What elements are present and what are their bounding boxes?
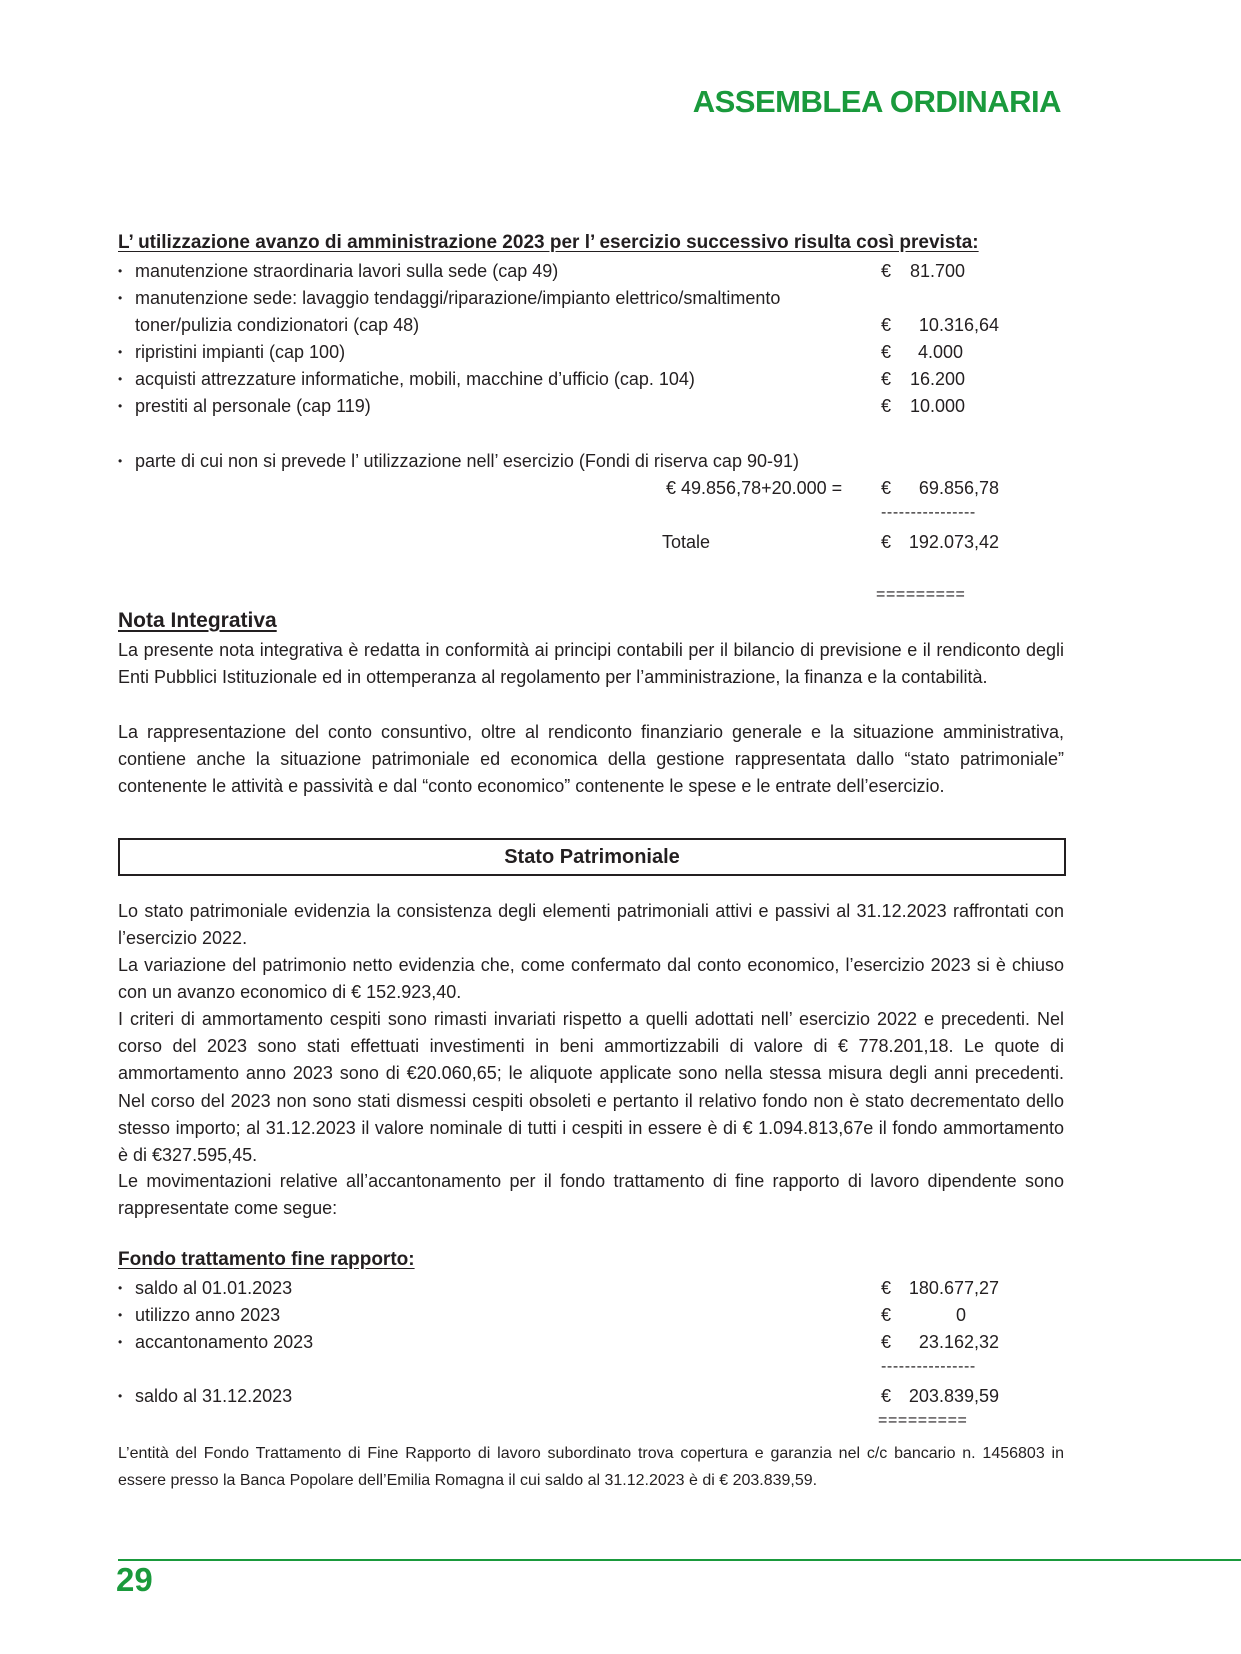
item-amount: 203.839,59 — [908, 1386, 999, 1406]
avanzo-item — [118, 285, 998, 312]
currency-symbol: € — [881, 1386, 892, 1406]
nota-paragraph: La presente nota integrativa è redatta in conformità ai principi contabili per il bilancio di previsione e il rendiconto degli Enti Pubblici Istituzionale ed in ottemperanza al regolamento per l’amministrazione, la finanza e la contabilità. — [118, 640, 1064, 688]
page-header-title: ASSEMBLEA ORDINARIA — [692, 84, 1061, 119]
nota-heading: Nota Integrativa — [118, 609, 277, 632]
item-label: saldo al 31.12.2023 — [135, 1386, 293, 1406]
stato-paragraph: I criteri di ammortamento cespiti sono rimasti invariati rispetto a quelli adottati nell’ esercizio 2022 e precedenti. Nel corso del 2023 sono stati effettuati investimenti in beni ammortizzabili di valore di € 778.201,18. Le quote di ammortamento anno 2023 sono di €20.060,65; le aliquote applicate sono nella stessa misura degli anni precedenti. Nel corso del 2023 non sono stati dismessi cespiti obsoleti e pertanto il relativo fondo non è stato decrementato dello stesso importo; al 31.12.2023 il valore nominale di tutti i cespiti in essere è di € 1.094.813,67e il fondo ammortamento è di €327.595,45. — [118, 1009, 1064, 1166]
currency-symbol: € — [881, 1278, 892, 1298]
nota-paragraph: La rappresentazione del conto consuntivo, oltre al rendiconto finanziario generale e la situazione amministrativa, contiene anche la situazione patrimoniale ed economica della gestione rappresentata dallo “stato patrimoniale” contenente le attività e passività e dal “conto economico” contenente le spese e le entrate dell’esercizio. — [118, 722, 1064, 797]
item-amount: 23.162,32 — [918, 1332, 999, 1352]
stato-paragraph: La variazione del patrimonio netto evidenzia che, come confermato dal conto economico, l’esercizio 2023 si è chiuso con un avanzo economico di € 152.923,40. — [118, 955, 1064, 1003]
item-label: toner/pulizia condizionatori (cap 48) — [135, 315, 420, 335]
item-label: parte di cui non si prevede l’ utilizzazione nell’ esercizio (Fondi di riserva cap 90-91) — [135, 451, 799, 471]
currency-symbol: € — [881, 342, 892, 362]
item-amount: 81.700 — [910, 261, 966, 281]
equals-separator: ========= — [878, 1412, 968, 1429]
currency-symbol: € — [881, 261, 892, 281]
riserva-item — [118, 448, 998, 475]
riserva-formula-row — [118, 475, 998, 502]
stato-paragraph: Lo stato patrimoniale evidenzia la consistenza degli elementi patrimoniali attivi e passivi al 31.12.2023 raffrontati con l’esercizio 2022. — [118, 901, 1064, 949]
avanzo-item — [118, 339, 998, 366]
item-amount: 69.856,78 — [918, 478, 999, 498]
currency-symbol: € — [881, 532, 892, 552]
tfr-heading: Fondo trattamento fine rapporto: — [118, 1249, 415, 1270]
currency-symbol: € — [881, 1332, 892, 1352]
item-amount: 10.000 — [910, 396, 966, 416]
item-label: saldo al 01.01.2023 — [135, 1278, 293, 1298]
tfr-item — [118, 1302, 998, 1329]
avanzo-item — [118, 312, 998, 339]
avanzo-item — [118, 393, 998, 420]
bullet: • — [118, 1308, 123, 1322]
item-label: acquisti attrezzature informatiche, mobili, macchine d’ufficio (cap. 104) — [135, 369, 695, 389]
avanzo-item — [118, 366, 998, 393]
item-label: accantonamento 2023 — [135, 1332, 314, 1352]
item-amount: 10.316,64 — [918, 315, 999, 335]
totale-amount: 192.073,42 — [908, 532, 999, 552]
currency-symbol: € — [881, 396, 892, 416]
item-label: ripristini impianti (cap 100) — [135, 342, 346, 362]
page-number: 29 — [116, 1561, 153, 1598]
bullet: • — [118, 1389, 123, 1403]
footer-rule — [118, 1559, 1241, 1561]
avanzo-heading: L’ utilizzazione avanzo di amministrazione 2023 per l’ esercizio successivo risulta così prevista: — [118, 232, 979, 253]
bullet: • — [118, 291, 123, 305]
bullet: • — [118, 345, 123, 359]
equals-separator: ========= — [876, 586, 966, 603]
bullet: • — [118, 399, 123, 413]
tfr-final-row — [118, 1383, 998, 1410]
avanzo-item — [118, 258, 998, 285]
totale-row — [118, 529, 998, 556]
dash-separator: ---------------- — [881, 1358, 976, 1375]
item-label: prestiti al personale (cap 119) — [135, 396, 371, 416]
bullet: • — [118, 1281, 123, 1295]
stato-patrimoniale-title: Stato Patrimoniale — [118, 838, 1066, 876]
item-amount: 0 — [956, 1305, 967, 1325]
item-label: manutenzione sede: lavaggio tendaggi/riparazione/impianto elettrico/smaltimento — [135, 288, 781, 308]
bullet: • — [118, 1335, 123, 1349]
item-label: manutenzione straordinaria lavori sulla sede (cap 49) — [135, 261, 559, 281]
riserva-formula: € 49.856,78+20.000 = — [666, 478, 843, 498]
stato-paragraph: Le movimentazioni relative all’accantonamento per il fondo trattamento di fine rapporto di lavoro dipendente sono rappresentate come segue: — [118, 1171, 1064, 1219]
currency-symbol: € — [881, 478, 892, 498]
bullet: • — [118, 454, 123, 468]
item-label: utilizzo anno 2023 — [135, 1305, 281, 1325]
currency-symbol: € — [881, 369, 892, 389]
item-amount: 16.200 — [910, 369, 966, 389]
currency-symbol: € — [881, 315, 892, 335]
bullet: • — [118, 264, 123, 278]
tfr-item — [118, 1275, 998, 1302]
tfr-item — [118, 1329, 998, 1356]
totale-label: Totale — [662, 532, 711, 552]
currency-symbol: € — [881, 1305, 892, 1325]
item-amount: 4.000 — [918, 342, 964, 362]
dash-separator: ---------------- — [881, 504, 976, 521]
item-amount: 180.677,27 — [908, 1278, 999, 1298]
bullet: • — [118, 372, 123, 386]
tfr-footnote: L’entità del Fondo Trattamento di Fine Rapporto di lavoro subordinato trova copertura e garanzia nel c/c bancario n. 1456803 in essere presso la Banca Popolare dell’Emilia Romagna il cui saldo al 31.12.2023 è di € 203.839,59. — [118, 1445, 1064, 1489]
